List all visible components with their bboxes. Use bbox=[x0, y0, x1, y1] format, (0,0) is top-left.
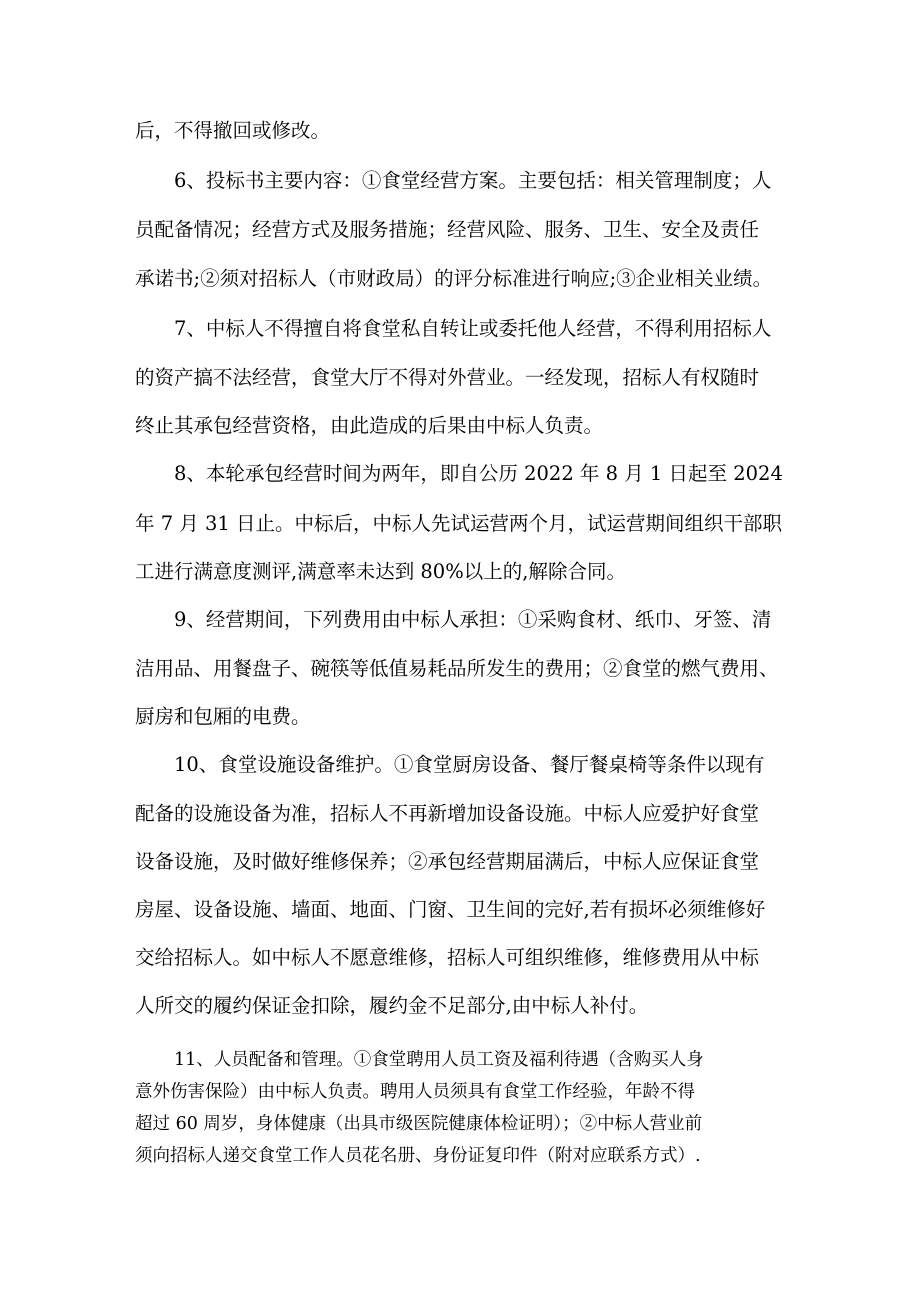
text-line: 的资产搞不法经营，食堂大厅不得对外营业。一经发现，招标人有权随时 bbox=[135, 366, 760, 389]
text-line: 11、人员配备和管理。①食堂聘用人员工资及福利待遇（含购买人身 bbox=[174, 1050, 704, 1070]
text-line: 交给招标人。如中标人不愿意维修，招标人可组织维修，维修费用从中标 bbox=[135, 946, 760, 969]
text-line: 后，不得撤回或修改。 bbox=[135, 119, 331, 142]
text-line: 配备的设施设备为准，招标人不再新增加设备设施。中标人应爱护好食堂 bbox=[135, 802, 760, 825]
text-line: 10、食堂设施设备维护。①食堂厨房设备、餐厅餐桌椅等条件以现有 bbox=[174, 753, 765, 776]
text-line: 8、本轮承包经营时间为两年，即自公历 2022 年 8 月 1 日起至 2024 bbox=[174, 462, 783, 485]
text-line: 超过 60 周岁，身体健康（出具市级医院健康体检证明）；②中标人营业前 bbox=[135, 1114, 703, 1134]
text-line: 6、投标书主要内容：①食堂经营方案。主要包括：相关管理制度；人 bbox=[174, 169, 772, 192]
text-line: 7、中标人不得擅自将食堂私自转让或委托他人经营，不得利用招标人 bbox=[174, 317, 772, 340]
text-line: 须向招标人递交食堂工作人员花名册、身份证复印件（附对应联系方式）. bbox=[135, 1146, 701, 1166]
text-line: 终止其承包经营资格，由此造成的后果由中标人负责。 bbox=[135, 414, 604, 437]
text-line: 意外伤害保险）由中标人负责。聘用人员须具有食堂工作经验，年龄不得 bbox=[135, 1082, 695, 1102]
text-line: 9、经营期间，下列费用由中标人承担：①采购食材、纸巾、牙签、清 bbox=[174, 608, 772, 631]
text-line: 承诺书;②须对招标人（市财政局）的评分标准进行响应;③企业相关业绩。 bbox=[135, 267, 773, 290]
text-line: 房屋、设备设施、墙面、地面、门窗、卫生间的完好,若有损坏必须维修好 bbox=[135, 898, 766, 921]
text-line: 工进行满意度测评,满意率未达到 80%以上的,解除合同。 bbox=[135, 560, 626, 583]
text-line: 洁用品、用餐盘子、碗筷等低值易耗品所发生的费用；②食堂的燃气费用、 bbox=[135, 657, 779, 680]
text-line: 员配备情况；经营方式及服务措施；经营风险、服务、卫生、安全及责任 bbox=[135, 218, 760, 241]
text-line: 人所交的履约保证金扣除，履约金不足部分,由中标人补付。 bbox=[135, 994, 649, 1017]
text-line: 厨房和包厢的电费。 bbox=[135, 705, 311, 728]
text-line: 设备设施，及时做好维修保养；②承包经营期届满后，中标人应保证食堂 bbox=[135, 850, 760, 873]
text-line: 年 7 月 31 日止。中标后，中标人先试运营两个月，试运营期间组织干部职 bbox=[135, 512, 783, 535]
